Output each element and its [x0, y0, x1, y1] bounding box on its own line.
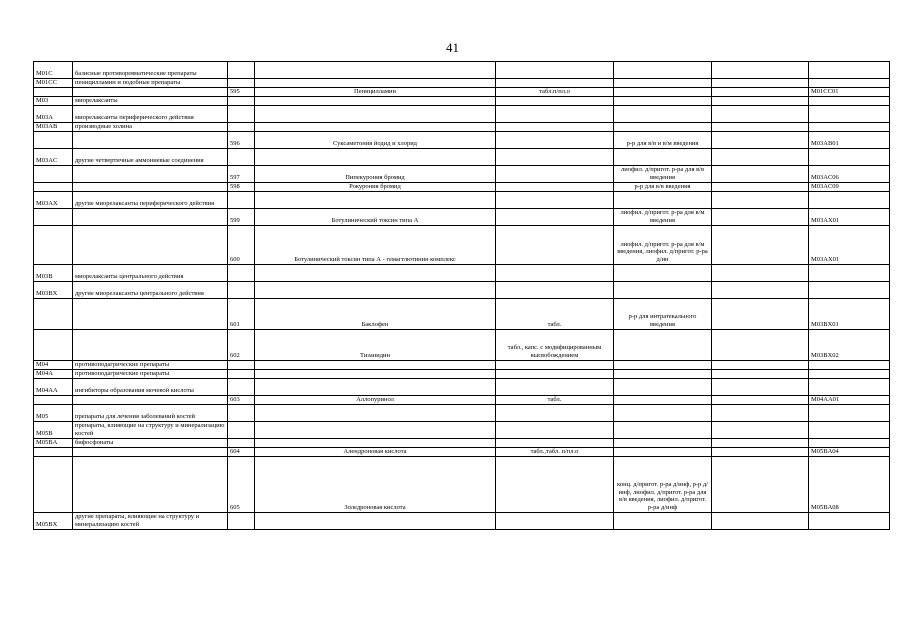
empty-cell [712, 330, 809, 361]
atc-code [809, 439, 890, 448]
atc-code [809, 361, 890, 370]
dosage-form [496, 361, 614, 370]
atc-group-name: другие миорелаксанты центрального действия [73, 282, 228, 299]
empty-cell [712, 361, 809, 370]
drug-name [255, 370, 496, 379]
empty-cell [712, 106, 809, 123]
dosage-form: табл.,табл. п/пл.о [496, 448, 614, 457]
dosage-form [496, 379, 614, 396]
dosage-form [496, 166, 614, 183]
atc-group-code [34, 299, 73, 330]
drug-name [255, 282, 496, 299]
item-number [228, 106, 255, 123]
atc-code [809, 282, 890, 299]
dosage-form-injection: р-р для интратекального введения [614, 299, 712, 330]
drug-name [255, 422, 496, 439]
atc-group-name: бифосфонаты [73, 439, 228, 448]
table-row [34, 62, 890, 79]
empty-cell [712, 370, 809, 379]
atc-code [809, 97, 890, 106]
dosage-form-injection [614, 396, 712, 405]
empty-cell [712, 299, 809, 330]
atc-code [809, 62, 890, 79]
item-number: 600 [228, 226, 255, 265]
dosage-form-injection [614, 422, 712, 439]
drug-name [255, 97, 496, 106]
table-row [34, 330, 890, 361]
table-row [34, 299, 890, 330]
table-row [34, 209, 890, 226]
atc-code: M04AA01 [809, 396, 890, 405]
dosage-form-injection [614, 106, 712, 123]
item-number: 602 [228, 330, 255, 361]
drug-name: Ботулинический токсин типа А - гемагглютинин комплекс [255, 226, 496, 265]
empty-cell [712, 396, 809, 405]
item-number [228, 370, 255, 379]
dosage-form [496, 97, 614, 106]
item-number: 595 [228, 88, 255, 97]
table-row [34, 97, 890, 106]
drug-name [255, 123, 496, 132]
dosage-form [496, 62, 614, 79]
drug-name: Тизанидин [255, 330, 496, 361]
item-number [228, 379, 255, 396]
empty-cell [712, 379, 809, 396]
table-row [34, 361, 890, 370]
dosage-form [496, 439, 614, 448]
atc-code: M01CC01 [809, 88, 890, 97]
item-number: 604 [228, 448, 255, 457]
table-row [34, 123, 890, 132]
item-number [228, 513, 255, 530]
atc-code: M05BA04 [809, 448, 890, 457]
atc-group-code: M03BX [34, 282, 73, 299]
empty-cell [712, 79, 809, 88]
atc-group-code [34, 330, 73, 361]
atc-group-code: M04 [34, 361, 73, 370]
atc-group-name: другие препараты, влияющие на структуру и минерализацию костей [73, 513, 228, 530]
item-number [228, 62, 255, 79]
dosage-form-injection: р-р для в/в и в/м введения [614, 132, 712, 149]
atc-code [809, 106, 890, 123]
atc-group-name [73, 183, 228, 192]
dosage-form-injection [614, 265, 712, 282]
atc-group-code [34, 457, 73, 513]
table-row [34, 422, 890, 439]
dosage-form [496, 265, 614, 282]
dosage-form [496, 192, 614, 209]
dosage-form: табл., капс. с модифицированным высвобождением [496, 330, 614, 361]
drug-name [255, 265, 496, 282]
dosage-form [496, 226, 614, 265]
atc-code [809, 513, 890, 530]
atc-group-name: препараты, влияющие на структуру и минерализацию костей [73, 422, 228, 439]
atc-group-name: миорелаксанты периферического действия [73, 106, 228, 123]
atc-group-name: миорелаксанты [73, 97, 228, 106]
item-number [228, 282, 255, 299]
atc-group-code: M03B [34, 265, 73, 282]
atc-group-name [73, 457, 228, 513]
empty-cell [712, 88, 809, 97]
drug-name: Алендроновая кислота [255, 448, 496, 457]
dosage-form-injection [614, 97, 712, 106]
atc-group-code [34, 226, 73, 265]
atc-code: M03AX01 [809, 226, 890, 265]
item-number [228, 149, 255, 166]
atc-group-code: M03 [34, 97, 73, 106]
atc-code: M03AB01 [809, 132, 890, 149]
atc-code: M03AC09 [809, 183, 890, 192]
drug-name [255, 405, 496, 422]
dosage-form-injection [614, 405, 712, 422]
atc-code [809, 405, 890, 422]
atc-group-code [34, 132, 73, 149]
dosage-form-injection [614, 439, 712, 448]
atc-code: M03BX01 [809, 299, 890, 330]
item-number: 605 [228, 457, 255, 513]
atc-group-name: другие четвертичные аммониевые соединения [73, 149, 228, 166]
atc-group-name [73, 299, 228, 330]
empty-cell [712, 209, 809, 226]
table-row [34, 79, 890, 88]
dosage-form [496, 370, 614, 379]
drug-name [255, 62, 496, 79]
table-row [34, 192, 890, 209]
empty-cell [712, 97, 809, 106]
dosage-form [496, 132, 614, 149]
dosage-form: табл.п/пл.о [496, 88, 614, 97]
table-row [34, 106, 890, 123]
table-row [34, 457, 890, 513]
drug-name [255, 361, 496, 370]
atc-code: M05BA08 [809, 457, 890, 513]
empty-cell [712, 149, 809, 166]
table-row [34, 439, 890, 448]
empty-cell [712, 405, 809, 422]
dosage-form-injection: р-р для в/в введения [614, 183, 712, 192]
table-row [34, 405, 890, 422]
item-number [228, 361, 255, 370]
atc-group-code: M03AC [34, 149, 73, 166]
dosage-form [496, 123, 614, 132]
table-row [34, 149, 890, 166]
table-row [34, 282, 890, 299]
atc-code [809, 370, 890, 379]
item-number: 597 [228, 166, 255, 183]
dosage-form [496, 209, 614, 226]
drug-table [33, 61, 890, 530]
atc-group-name [73, 330, 228, 361]
atc-group-name: производные холина [73, 123, 228, 132]
dosage-form: табл. [496, 396, 614, 405]
empty-cell [712, 448, 809, 457]
drug-name [255, 149, 496, 166]
atc-code [809, 379, 890, 396]
dosage-form-injection [614, 370, 712, 379]
item-number [228, 123, 255, 132]
atc-group-code: M05BX [34, 513, 73, 530]
atc-group-code [34, 448, 73, 457]
drug-name: Золедроновая кислота [255, 457, 496, 513]
dosage-form-injection [614, 62, 712, 79]
atc-group-code [34, 166, 73, 183]
atc-code: M03AC06 [809, 166, 890, 183]
dosage-form-injection: лиофил. д/пригот. р-ра для в/м введения, лиофил. д/пригот. р-ра д/ин [614, 226, 712, 265]
item-number [228, 97, 255, 106]
table-row [34, 370, 890, 379]
drug-name [255, 106, 496, 123]
empty-cell [712, 457, 809, 513]
dosage-form [496, 422, 614, 439]
table-row [34, 183, 890, 192]
atc-group-code: M04A [34, 370, 73, 379]
dosage-form-injection: лиофил. д/пригот. р-ра для в/в введения [614, 166, 712, 183]
atc-group-name: миорелаксанты центрального действия [73, 265, 228, 282]
atc-group-code: M03A [34, 106, 73, 123]
empty-cell [712, 123, 809, 132]
table-row [34, 132, 890, 149]
atc-group-name [73, 396, 228, 405]
atc-group-name [73, 209, 228, 226]
dosage-form-injection [614, 149, 712, 166]
atc-group-code: M01CC [34, 79, 73, 88]
item-number [228, 405, 255, 422]
dosage-form: табл. [496, 299, 614, 330]
atc-code [809, 79, 890, 88]
item-number [228, 439, 255, 448]
drug-name: Пипекурония бромид [255, 166, 496, 183]
dosage-form [496, 183, 614, 192]
atc-code [809, 265, 890, 282]
dosage-form [496, 513, 614, 530]
table-row [34, 396, 890, 405]
dosage-form [496, 282, 614, 299]
table-row [34, 513, 890, 530]
drug-name [255, 192, 496, 209]
item-number [228, 265, 255, 282]
item-number: 599 [228, 209, 255, 226]
dosage-form-injection [614, 88, 712, 97]
atc-group-code: M01C [34, 62, 73, 79]
empty-cell [712, 192, 809, 209]
atc-group-name [73, 448, 228, 457]
empty-cell [712, 422, 809, 439]
item-number [228, 79, 255, 88]
drug-name: Аллопуринол [255, 396, 496, 405]
item-number: 601 [228, 299, 255, 330]
dosage-form-injection [614, 513, 712, 530]
drug-name: Баклофен [255, 299, 496, 330]
drug-name: Суксаметония йодид и хлорид [255, 132, 496, 149]
atc-group-code [34, 396, 73, 405]
atc-code [809, 123, 890, 132]
atc-group-name [73, 166, 228, 183]
item-number [228, 192, 255, 209]
dosage-form-injection [614, 123, 712, 132]
atc-code: M03AX01 [809, 209, 890, 226]
atc-group-name [73, 132, 228, 149]
dosage-form-injection [614, 282, 712, 299]
drug-name: Пеницилламин [255, 88, 496, 97]
dosage-form-injection [614, 79, 712, 88]
empty-cell [712, 132, 809, 149]
dosage-form-injection [614, 330, 712, 361]
item-number: 603 [228, 396, 255, 405]
atc-code [809, 192, 890, 209]
atc-group-name: базисные противоревматические препараты [73, 62, 228, 79]
atc-code [809, 149, 890, 166]
empty-cell [712, 282, 809, 299]
dosage-form [496, 457, 614, 513]
atc-group-name [73, 88, 228, 97]
atc-group-code: M05 [34, 405, 73, 422]
empty-cell [712, 513, 809, 530]
atc-group-code: M05B [34, 422, 73, 439]
empty-cell [712, 265, 809, 282]
atc-group-code: M04AA [34, 379, 73, 396]
atc-group-code: M05BA [34, 439, 73, 448]
table-row [34, 379, 890, 396]
table-row [34, 265, 890, 282]
drug-name [255, 379, 496, 396]
drug-table-body [34, 62, 890, 530]
dosage-form [496, 79, 614, 88]
dosage-form-injection: конц. д/пригот. р-ра д/инф, р-р д/инф, лиофил. д/пригот. р-ра для в/в введения, лиофил. д/пригот. р-ра д/инф [614, 457, 712, 513]
atc-group-name: противоподагрические препараты [73, 370, 228, 379]
atc-code [809, 422, 890, 439]
dosage-form-injection [614, 361, 712, 370]
atc-code: M03BX02 [809, 330, 890, 361]
dosage-form [496, 149, 614, 166]
atc-group-name: противоподагрические препараты [73, 361, 228, 370]
atc-group-code [34, 88, 73, 97]
table-row [34, 226, 890, 265]
item-number [228, 422, 255, 439]
empty-cell [712, 183, 809, 192]
dosage-form-injection [614, 379, 712, 396]
empty-cell [712, 226, 809, 265]
drug-name [255, 439, 496, 448]
atc-group-name: пеницилламин и подобные препараты [73, 79, 228, 88]
atc-group-code: M03AB [34, 123, 73, 132]
empty-cell [712, 62, 809, 79]
empty-cell [712, 439, 809, 448]
drug-name: Ботулинический токсин типа А [255, 209, 496, 226]
drug-name [255, 513, 496, 530]
atc-group-code [34, 209, 73, 226]
item-number: 596 [228, 132, 255, 149]
page-number: 41 [446, 40, 459, 55]
item-number: 598 [228, 183, 255, 192]
atc-group-name: ингибиторы образования мочевой кислоты [73, 379, 228, 396]
dosage-form-injection [614, 448, 712, 457]
dosage-form-injection [614, 192, 712, 209]
table-row [34, 166, 890, 183]
atc-group-name: препараты для лечения заболеваний костей [73, 405, 228, 422]
table-row [34, 448, 890, 457]
empty-cell [712, 166, 809, 183]
drug-name: Рокурония бромид [255, 183, 496, 192]
atc-group-name: другие миорелаксанты периферического действия [73, 192, 228, 209]
atc-group-code [34, 183, 73, 192]
atc-group-name [73, 226, 228, 265]
table-row [34, 88, 890, 97]
dosage-form [496, 405, 614, 422]
dosage-form-injection: лиофил. д/пригот. р-ра для в/м введения [614, 209, 712, 226]
atc-group-code: M03AX [34, 192, 73, 209]
dosage-form [496, 106, 614, 123]
drug-name [255, 79, 496, 88]
